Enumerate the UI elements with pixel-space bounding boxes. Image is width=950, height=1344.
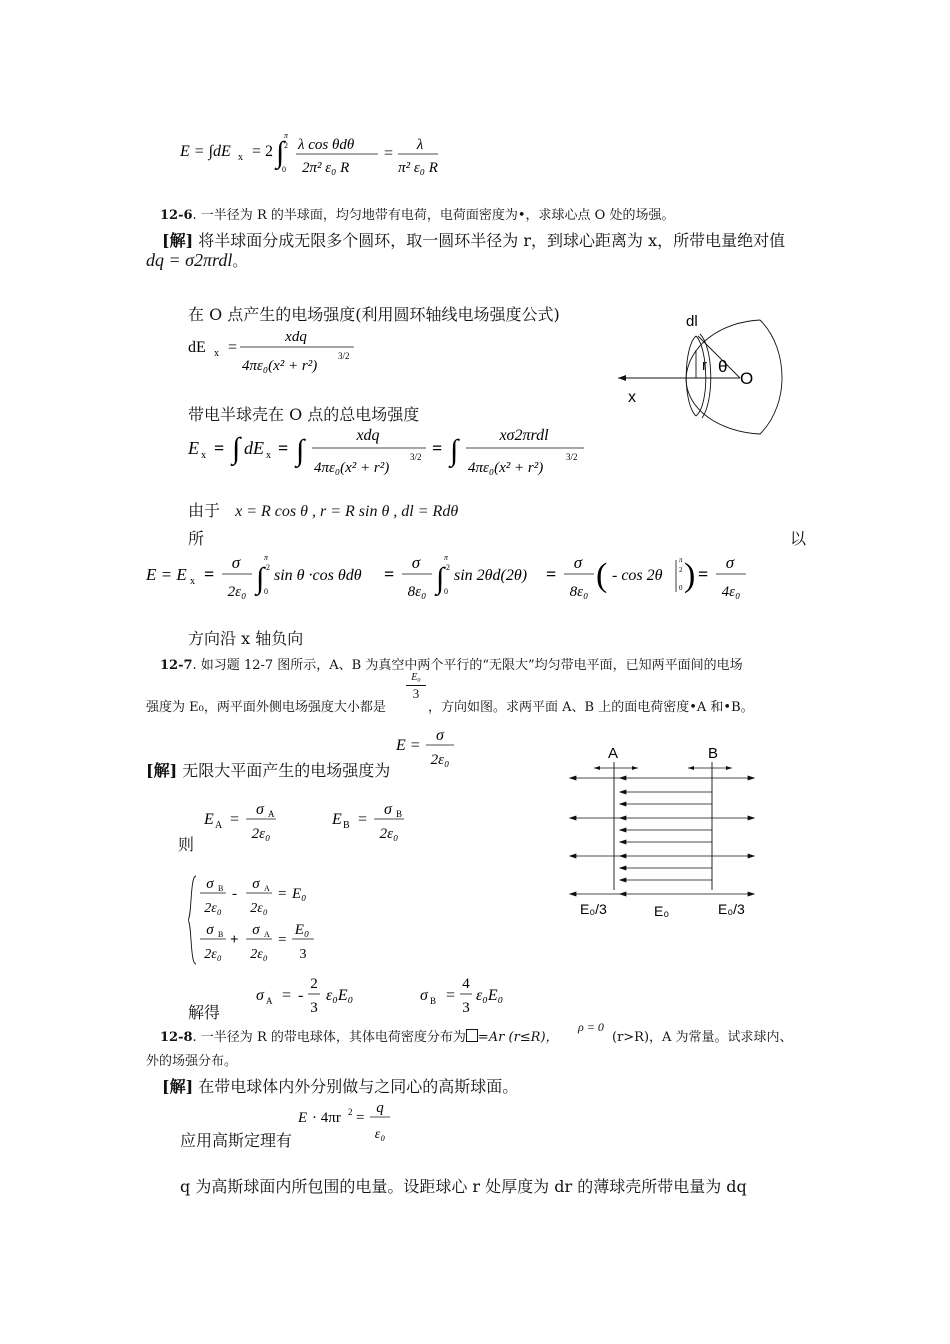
solution-label: [解]	[162, 231, 194, 250]
svg-text:2: 2	[284, 141, 288, 150]
Ex-den1: 4πε₀(x² + r²)	[314, 460, 390, 476]
eq-E-svg	[396, 726, 466, 772]
hemisphere-figure	[610, 306, 800, 450]
svg-text:=: =	[546, 564, 557, 584]
svg-text:E: E	[298, 1110, 308, 1126]
svg-text:=: =	[358, 811, 368, 828]
svg-text:=: =	[282, 987, 292, 1004]
sigma-svg	[256, 970, 536, 1020]
svg-text:B: B	[218, 884, 224, 893]
svg-text:A: A	[268, 809, 275, 819]
so-left: 所	[188, 529, 205, 548]
svg-text:2π² ε₀ R: 2π² ε₀ R	[302, 160, 350, 176]
svg-text:8ε₀: 8ε₀	[569, 584, 589, 600]
svg-text:A: A	[215, 820, 223, 831]
svg-text:σ: σ	[252, 876, 260, 892]
svg-text:0: 0	[444, 587, 448, 596]
field-lines	[570, 776, 754, 896]
svg-text:A: A	[266, 996, 273, 1006]
svg-text:0: 0	[264, 587, 268, 596]
field-at-O-text: 在 O 点产生的电场强度(利用圆环轴线电场强度公式)	[188, 305, 560, 324]
svg-text:σ: σ	[206, 876, 214, 892]
svg-text:σ: σ	[420, 987, 428, 1004]
since-line	[188, 498, 458, 521]
svg-text:0: 0	[679, 584, 683, 592]
frac-den: 3	[406, 685, 426, 702]
svg-text:=: =	[432, 438, 443, 458]
fig-plane-B: B	[708, 745, 719, 762]
frac-num: E₀	[411, 672, 421, 683]
problem-12-8-line1c: (r>R)，A 为常量。试求球内、	[612, 1030, 793, 1045]
fig-label-left: E₀/3	[580, 901, 607, 917]
svg-text:8ε₀: 8ε₀	[407, 584, 427, 600]
svg-text:3/2: 3/2	[566, 452, 578, 462]
solution-label: [解]	[146, 761, 178, 780]
svg-text:=: =	[384, 564, 395, 584]
since-formula: x = R cos θ , r = R sin θ , dl = Rdθ	[235, 503, 459, 520]
svg-text:2ε₀: 2ε₀	[430, 752, 450, 768]
solution-label: [解]	[162, 1077, 194, 1096]
sigma-results	[256, 970, 536, 1025]
svg-text:λ cos θdθ: λ cos θdθ	[298, 137, 355, 153]
eq-EB	[332, 800, 412, 851]
eq-E-sigma	[396, 726, 466, 777]
svg-text:sin θ ·cos θdθ: sin θ ·cos θdθ	[274, 567, 362, 584]
svg-text:σ: σ	[231, 553, 241, 572]
svg-text:π² ε₀ R: π² ε₀ R	[398, 160, 438, 176]
rho-symbol-box	[466, 1029, 478, 1042]
dEx-lhs: dE	[188, 339, 206, 356]
Ex-formula	[188, 422, 598, 489]
svg-text:2: 2	[310, 976, 318, 992]
svg-text:∫: ∫	[450, 434, 459, 467]
problem-number: 12-7	[160, 658, 193, 673]
svg-text:2ε₀: 2ε₀	[251, 826, 271, 842]
hemisphere-svg	[610, 306, 800, 446]
since-label: 由于	[188, 501, 221, 520]
fig-label-O: O	[740, 369, 754, 388]
fig-label-mid: E₀	[654, 903, 670, 919]
eq-EA-svg	[204, 800, 284, 846]
dEx-formula	[188, 326, 368, 383]
Ex-num1: xdq	[356, 427, 380, 444]
fig-label-right: E₀/3	[718, 901, 745, 917]
statement-text: . 如习题 12-7 图所示，A、B 为真空中两个平行的“无限大”均匀带电平面，已知两平面间的电场	[192, 658, 743, 673]
solution-text: 将半球面分成无限多个圆环，取一圆环半径为 r，到球心距离为 x，所带电量绝对值	[193, 231, 786, 250]
svg-text:(: (	[596, 557, 608, 594]
svg-text:): )	[684, 557, 696, 594]
svg-text:ε₀: ε₀	[374, 1127, 386, 1142]
svg-text:∫: ∫	[276, 136, 285, 169]
svg-text:2: 2	[348, 1107, 353, 1117]
svg-text:E = E: E = E	[146, 565, 187, 584]
problem-number: 12-6	[160, 208, 193, 223]
svg-text:=: =	[230, 811, 240, 828]
svg-text:x: x	[190, 576, 195, 587]
Ex-lhs: E	[188, 438, 199, 458]
solution-text: 无限大平面产生的电场强度为	[177, 761, 391, 780]
fig-label-theta: θ	[718, 357, 728, 376]
svg-text:B: B	[343, 820, 350, 831]
final-svg	[146, 548, 756, 610]
problem-12-8-line2: 外的场强分布。	[146, 1054, 238, 1069]
svg-text:· 4πr: · 4πr	[312, 1110, 341, 1126]
svg-text:-: -	[298, 987, 304, 1004]
so-right: 以	[790, 529, 807, 548]
svg-text:x: x	[214, 348, 219, 359]
svg-text:=: =	[384, 145, 394, 162]
solution-text: 在带电球体内外分别做与之同心的高斯球面。	[193, 1077, 519, 1096]
svg-text:3: 3	[462, 1000, 470, 1016]
svg-text:σ: σ	[411, 553, 421, 572]
Ex-svg	[188, 422, 598, 484]
statement-text-a: . 一半径为 R 的带电球体，其体电荷密度分布为	[192, 1030, 466, 1045]
problem-12-7-line2b: ，方向如图。求两平面 A、B 上的面电荷密度•A 和•B。	[428, 700, 754, 715]
svg-text:sin 2θd(2θ): sin 2θd(2θ)	[454, 567, 528, 584]
svg-text:π: π	[284, 132, 289, 140]
total-field-text: 带电半球壳在 O 点的总电场强度	[188, 405, 420, 424]
fig-label-x: x	[628, 389, 636, 406]
svg-text:λ: λ	[416, 137, 424, 153]
svg-text:A: A	[264, 930, 270, 939]
svg-text:=: =	[214, 438, 225, 458]
solution-12-7-line1	[146, 758, 390, 781]
dq-formula-line	[146, 250, 247, 271]
svg-text:A: A	[264, 884, 270, 893]
fig-plane-A: A	[608, 745, 619, 762]
gauss-svg	[298, 1098, 398, 1146]
svg-text:σ: σ	[384, 801, 392, 818]
svg-text:0: 0	[282, 165, 286, 174]
svg-text:2ε₀: 2ε₀	[227, 584, 247, 600]
then-label: 则	[178, 835, 195, 854]
svg-text:σ: σ	[573, 553, 583, 572]
svg-text:E =: E =	[396, 737, 421, 754]
svg-text:x: x	[201, 450, 206, 461]
problem-number: 12-8	[160, 1030, 193, 1045]
svg-text:σ: σ	[436, 727, 444, 744]
svg-text:E₀: E₀	[292, 886, 307, 902]
svg-text:2: 2	[446, 563, 450, 572]
solution-12-6-line1	[162, 228, 785, 251]
problem-12-7-line1	[160, 654, 743, 673]
svg-text:=: =	[278, 932, 287, 948]
fig-label-r: r	[702, 357, 707, 374]
eq-EB-svg	[332, 800, 412, 846]
svg-text:=: =	[446, 987, 456, 1004]
svg-text:=: =	[278, 886, 287, 902]
planes-svg	[568, 742, 758, 922]
svg-text:2ε₀: 2ε₀	[250, 947, 268, 962]
svg-text:=: =	[698, 564, 709, 584]
gauss-label: 应用高斯定理有	[180, 1131, 293, 1150]
svg-text:2: 2	[679, 566, 683, 574]
svg-text:2ε₀: 2ε₀	[204, 901, 222, 916]
svg-text:σ: σ	[725, 553, 735, 572]
svg-text:∫: ∫	[436, 562, 445, 595]
dEx-den: 4πε₀(x² + r²)	[242, 358, 318, 374]
eq-top	[180, 132, 440, 182]
eq-top-sub: x	[238, 152, 243, 163]
svg-text:σ: σ	[256, 801, 264, 818]
svg-text:=: =	[278, 438, 289, 458]
svg-text:= 2: = 2	[252, 143, 274, 160]
solved-label: 解得	[188, 1003, 221, 1022]
dEx-num: xdq	[285, 329, 307, 345]
svg-text:π: π	[264, 553, 269, 562]
svg-text:-: -	[232, 886, 237, 902]
svg-text:3: 3	[299, 947, 307, 962]
eq-top-svg	[180, 132, 440, 182]
dEx-svg	[188, 326, 368, 378]
svg-text:∫: ∫	[232, 432, 241, 465]
rho-zero: ρ = 0	[578, 1020, 604, 1034]
fig-label-dl: dl	[686, 313, 698, 330]
problem-12-6-statement	[160, 204, 674, 223]
svg-text:σ: σ	[252, 922, 260, 938]
statement-text-b: =Ar (r≤R)，	[477, 1030, 559, 1045]
solution-12-8-line1	[162, 1074, 518, 1097]
svg-text:x: x	[266, 450, 271, 461]
problem-12-7-line2	[146, 696, 386, 715]
dq-formula: dq = σ2πrdl	[146, 250, 233, 270]
svg-text:E₀: E₀	[294, 922, 310, 938]
frac-E0-3	[406, 672, 426, 702]
svg-text:π: π	[444, 553, 449, 562]
equation-system	[188, 872, 328, 973]
svg-text:E: E	[332, 811, 342, 828]
svg-text:3/2: 3/2	[410, 452, 422, 462]
svg-text:=: =	[356, 1110, 365, 1126]
system-svg	[188, 872, 328, 968]
statement-text-a: 强度为 E₀，两平面外侧电场强度大小都是	[146, 700, 386, 715]
svg-text:3: 3	[310, 1000, 318, 1016]
svg-text:q: q	[376, 1100, 384, 1116]
problem-12-8-line1	[160, 1026, 559, 1045]
svg-text:B: B	[430, 996, 437, 1006]
svg-text:dE: dE	[244, 438, 264, 458]
final-formula	[146, 548, 756, 615]
svg-text:∫: ∫	[296, 434, 305, 467]
dEx-exp: 3/2	[338, 351, 350, 361]
svg-text:2: 2	[266, 563, 270, 572]
svg-text:2ε₀: 2ε₀	[204, 947, 222, 962]
svg-text:2ε₀: 2ε₀	[379, 826, 399, 842]
svg-text:4: 4	[462, 976, 470, 992]
q-text: q 为高斯球面内所包围的电量。设距球心 r 处厚度为 dr 的薄球壳所带电量为 dq	[180, 1177, 747, 1196]
svg-text:2ε₀: 2ε₀	[250, 901, 268, 916]
Ex-den2: 4πε₀(x² + r²)	[468, 460, 544, 476]
eq-EA	[204, 800, 284, 851]
svg-text:σ: σ	[206, 922, 214, 938]
svg-text:π: π	[679, 556, 683, 564]
svg-text:B: B	[218, 930, 224, 939]
Ex-num2: xσ2πrdl	[499, 427, 549, 444]
planes-figure	[568, 742, 758, 926]
gauss-formula	[298, 1098, 398, 1151]
svg-text:σ: σ	[256, 987, 264, 1004]
svg-text:∫: ∫	[256, 562, 265, 595]
eq-top-lhs: E = ∫dE	[180, 143, 231, 160]
dq-end: 。	[232, 252, 248, 270]
svg-text:+: +	[230, 932, 239, 948]
direction-text: 方向沿 x 轴负向	[188, 629, 304, 648]
svg-text:- cos 2θ: - cos 2θ	[612, 567, 663, 584]
svg-text:B: B	[396, 809, 403, 819]
svg-text:=: =	[228, 339, 238, 356]
svg-text:ε₀E₀: ε₀E₀	[326, 987, 354, 1004]
svg-text:4ε₀: 4ε₀	[721, 584, 741, 600]
svg-text:E: E	[204, 811, 214, 828]
svg-text:=: =	[204, 564, 215, 584]
svg-text:ε₀E₀: ε₀E₀	[476, 987, 504, 1004]
statement-text: . 一半径为 R 的半球面，均匀地带有电荷，电荷面密度为•，求球心点 O 处的场强。	[192, 208, 675, 223]
